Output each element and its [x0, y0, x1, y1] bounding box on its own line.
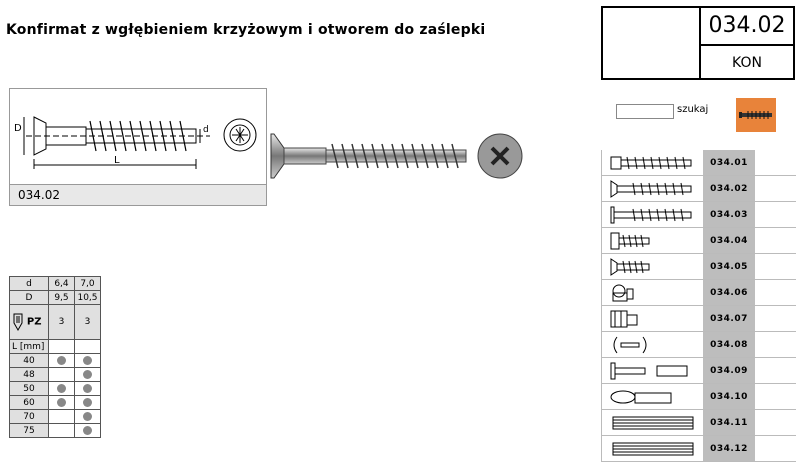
length-value: 50: [10, 382, 49, 396]
availability-cell: [49, 396, 75, 410]
product-drawing-icon: [607, 385, 699, 409]
available-dot-icon: [83, 412, 92, 421]
availability-cell: [75, 410, 101, 424]
product-drawing-icon: [607, 437, 699, 461]
product-code-link[interactable]: 034.11: [703, 410, 755, 435]
spec-table: [9, 276, 101, 438]
product-drawing-icon: [607, 203, 699, 227]
availability-cell: [75, 382, 101, 396]
spec-value: 6,4: [49, 277, 75, 291]
product-list-item[interactable]: [601, 176, 796, 202]
product-code-link[interactable]: 034.07: [703, 306, 755, 331]
product-thumbnail[interactable]: [601, 202, 703, 227]
availability-cell: [49, 410, 75, 424]
screw-icon: [736, 98, 776, 132]
product-thumbnail[interactable]: [601, 358, 703, 383]
search-input[interactable]: [616, 104, 674, 119]
product-list-item[interactable]: [601, 228, 796, 254]
drawing-caption: 034.02: [10, 184, 266, 205]
technical-drawing: [9, 88, 267, 206]
product-thumbnail[interactable]: [601, 306, 703, 331]
product-list-item[interactable]: [601, 254, 796, 280]
product-code-link[interactable]: 034.03: [703, 202, 755, 227]
product-code-link[interactable]: 034.05: [703, 254, 755, 279]
search-label[interactable]: szukaj: [677, 104, 709, 115]
dimension-d-label: d: [203, 125, 209, 135]
length-rows: [10, 354, 101, 438]
product-list-item[interactable]: [601, 150, 796, 176]
screw-drawing-icon: [10, 89, 266, 185]
product-code-link[interactable]: 034.06: [703, 280, 755, 305]
length-value: 60: [10, 396, 49, 410]
product-thumbnail[interactable]: [601, 228, 703, 253]
screwdriver-bit-icon: [12, 313, 24, 331]
availability-cell: [49, 368, 75, 382]
length-value: 40: [10, 354, 49, 368]
product-thumbnail[interactable]: [601, 384, 703, 409]
available-dot-icon: [83, 370, 92, 379]
product-drawing-icon: [607, 281, 699, 305]
spec-label: D: [10, 291, 49, 305]
product-list-item[interactable]: [601, 332, 796, 358]
product-drawing-icon: [607, 359, 699, 383]
product-list: [601, 150, 796, 462]
available-dot-icon: [57, 398, 66, 407]
product-thumbnail[interactable]: [601, 332, 703, 357]
dimension-D-label: D: [14, 123, 22, 134]
availability-cell: [75, 424, 101, 438]
screw-thumbnail[interactable]: [736, 98, 776, 132]
product-thumbnail[interactable]: [601, 176, 703, 201]
product-drawing-icon: [607, 411, 699, 435]
length-row: [10, 354, 101, 368]
product-list-item[interactable]: [601, 436, 796, 462]
availability-cell: [49, 424, 75, 438]
product-drawing-icon: [607, 307, 699, 331]
product-code-link[interactable]: 034.08: [703, 332, 755, 357]
spec-label: d: [10, 277, 49, 291]
screw-photo-icon: [268, 126, 528, 186]
length-value: 75: [10, 424, 49, 438]
availability-cell: [75, 354, 101, 368]
availability-cell: [49, 382, 75, 396]
product-thumbnail[interactable]: [601, 436, 703, 461]
length-value: 70: [10, 410, 49, 424]
product-drawing-icon: [607, 333, 699, 357]
product-drawing-icon: [607, 255, 699, 279]
pz-cell: [10, 305, 49, 340]
available-dot-icon: [83, 398, 92, 407]
product-thumbnail[interactable]: [601, 410, 703, 435]
product-thumbnail[interactable]: [601, 280, 703, 305]
product-drawing-icon: [607, 229, 699, 253]
product-thumbnail[interactable]: [601, 254, 703, 279]
product-list-item[interactable]: [601, 306, 796, 332]
product-code-link[interactable]: 034.04: [703, 228, 755, 253]
product-list-item[interactable]: [601, 358, 796, 384]
page-title: Konfirmat z wgłębieniem krzyżowym i otworem do zaślepki: [6, 22, 486, 38]
product-thumbnail[interactable]: [601, 150, 703, 175]
product-list-item[interactable]: [601, 384, 796, 410]
available-dot-icon: [57, 384, 66, 393]
product-code-link[interactable]: 034.01: [703, 150, 755, 175]
available-dot-icon: [57, 356, 66, 365]
length-row: [10, 396, 101, 410]
product-drawing-icon: [607, 151, 699, 175]
available-dot-icon: [83, 426, 92, 435]
product-code-link[interactable]: 034.10: [703, 384, 755, 409]
product-category: KON: [732, 55, 762, 71]
product-list-item[interactable]: [601, 280, 796, 306]
available-dot-icon: [83, 356, 92, 365]
product-code-link[interactable]: 034.02: [703, 176, 755, 201]
pz-value: 3: [75, 305, 101, 340]
availability-cell: [75, 396, 101, 410]
length-value: 48: [10, 368, 49, 382]
product-code-link[interactable]: 034.12: [703, 436, 755, 461]
pz-value: 3: [49, 305, 75, 340]
availability-cell: [49, 354, 75, 368]
product-list-item[interactable]: [601, 410, 796, 436]
availability-cell: [75, 368, 101, 382]
product-code-box: [601, 6, 795, 80]
available-dot-icon: [83, 384, 92, 393]
length-row: [10, 382, 101, 396]
spec-value: 9,5: [49, 291, 75, 305]
spec-value: 7,0: [75, 277, 101, 291]
product-code-link[interactable]: 034.09: [703, 358, 755, 383]
spec-value: 10,5: [75, 291, 101, 305]
length-row: [10, 410, 101, 424]
length-header: L [mm]: [10, 340, 49, 354]
length-row: [10, 368, 101, 382]
length-row: [10, 424, 101, 438]
product-code: 034.02: [708, 13, 786, 38]
pz-label: PZ: [26, 316, 42, 328]
product-list-item[interactable]: [601, 202, 796, 228]
product-drawing-icon: [607, 177, 699, 201]
dimension-L-label: L: [114, 155, 120, 166]
